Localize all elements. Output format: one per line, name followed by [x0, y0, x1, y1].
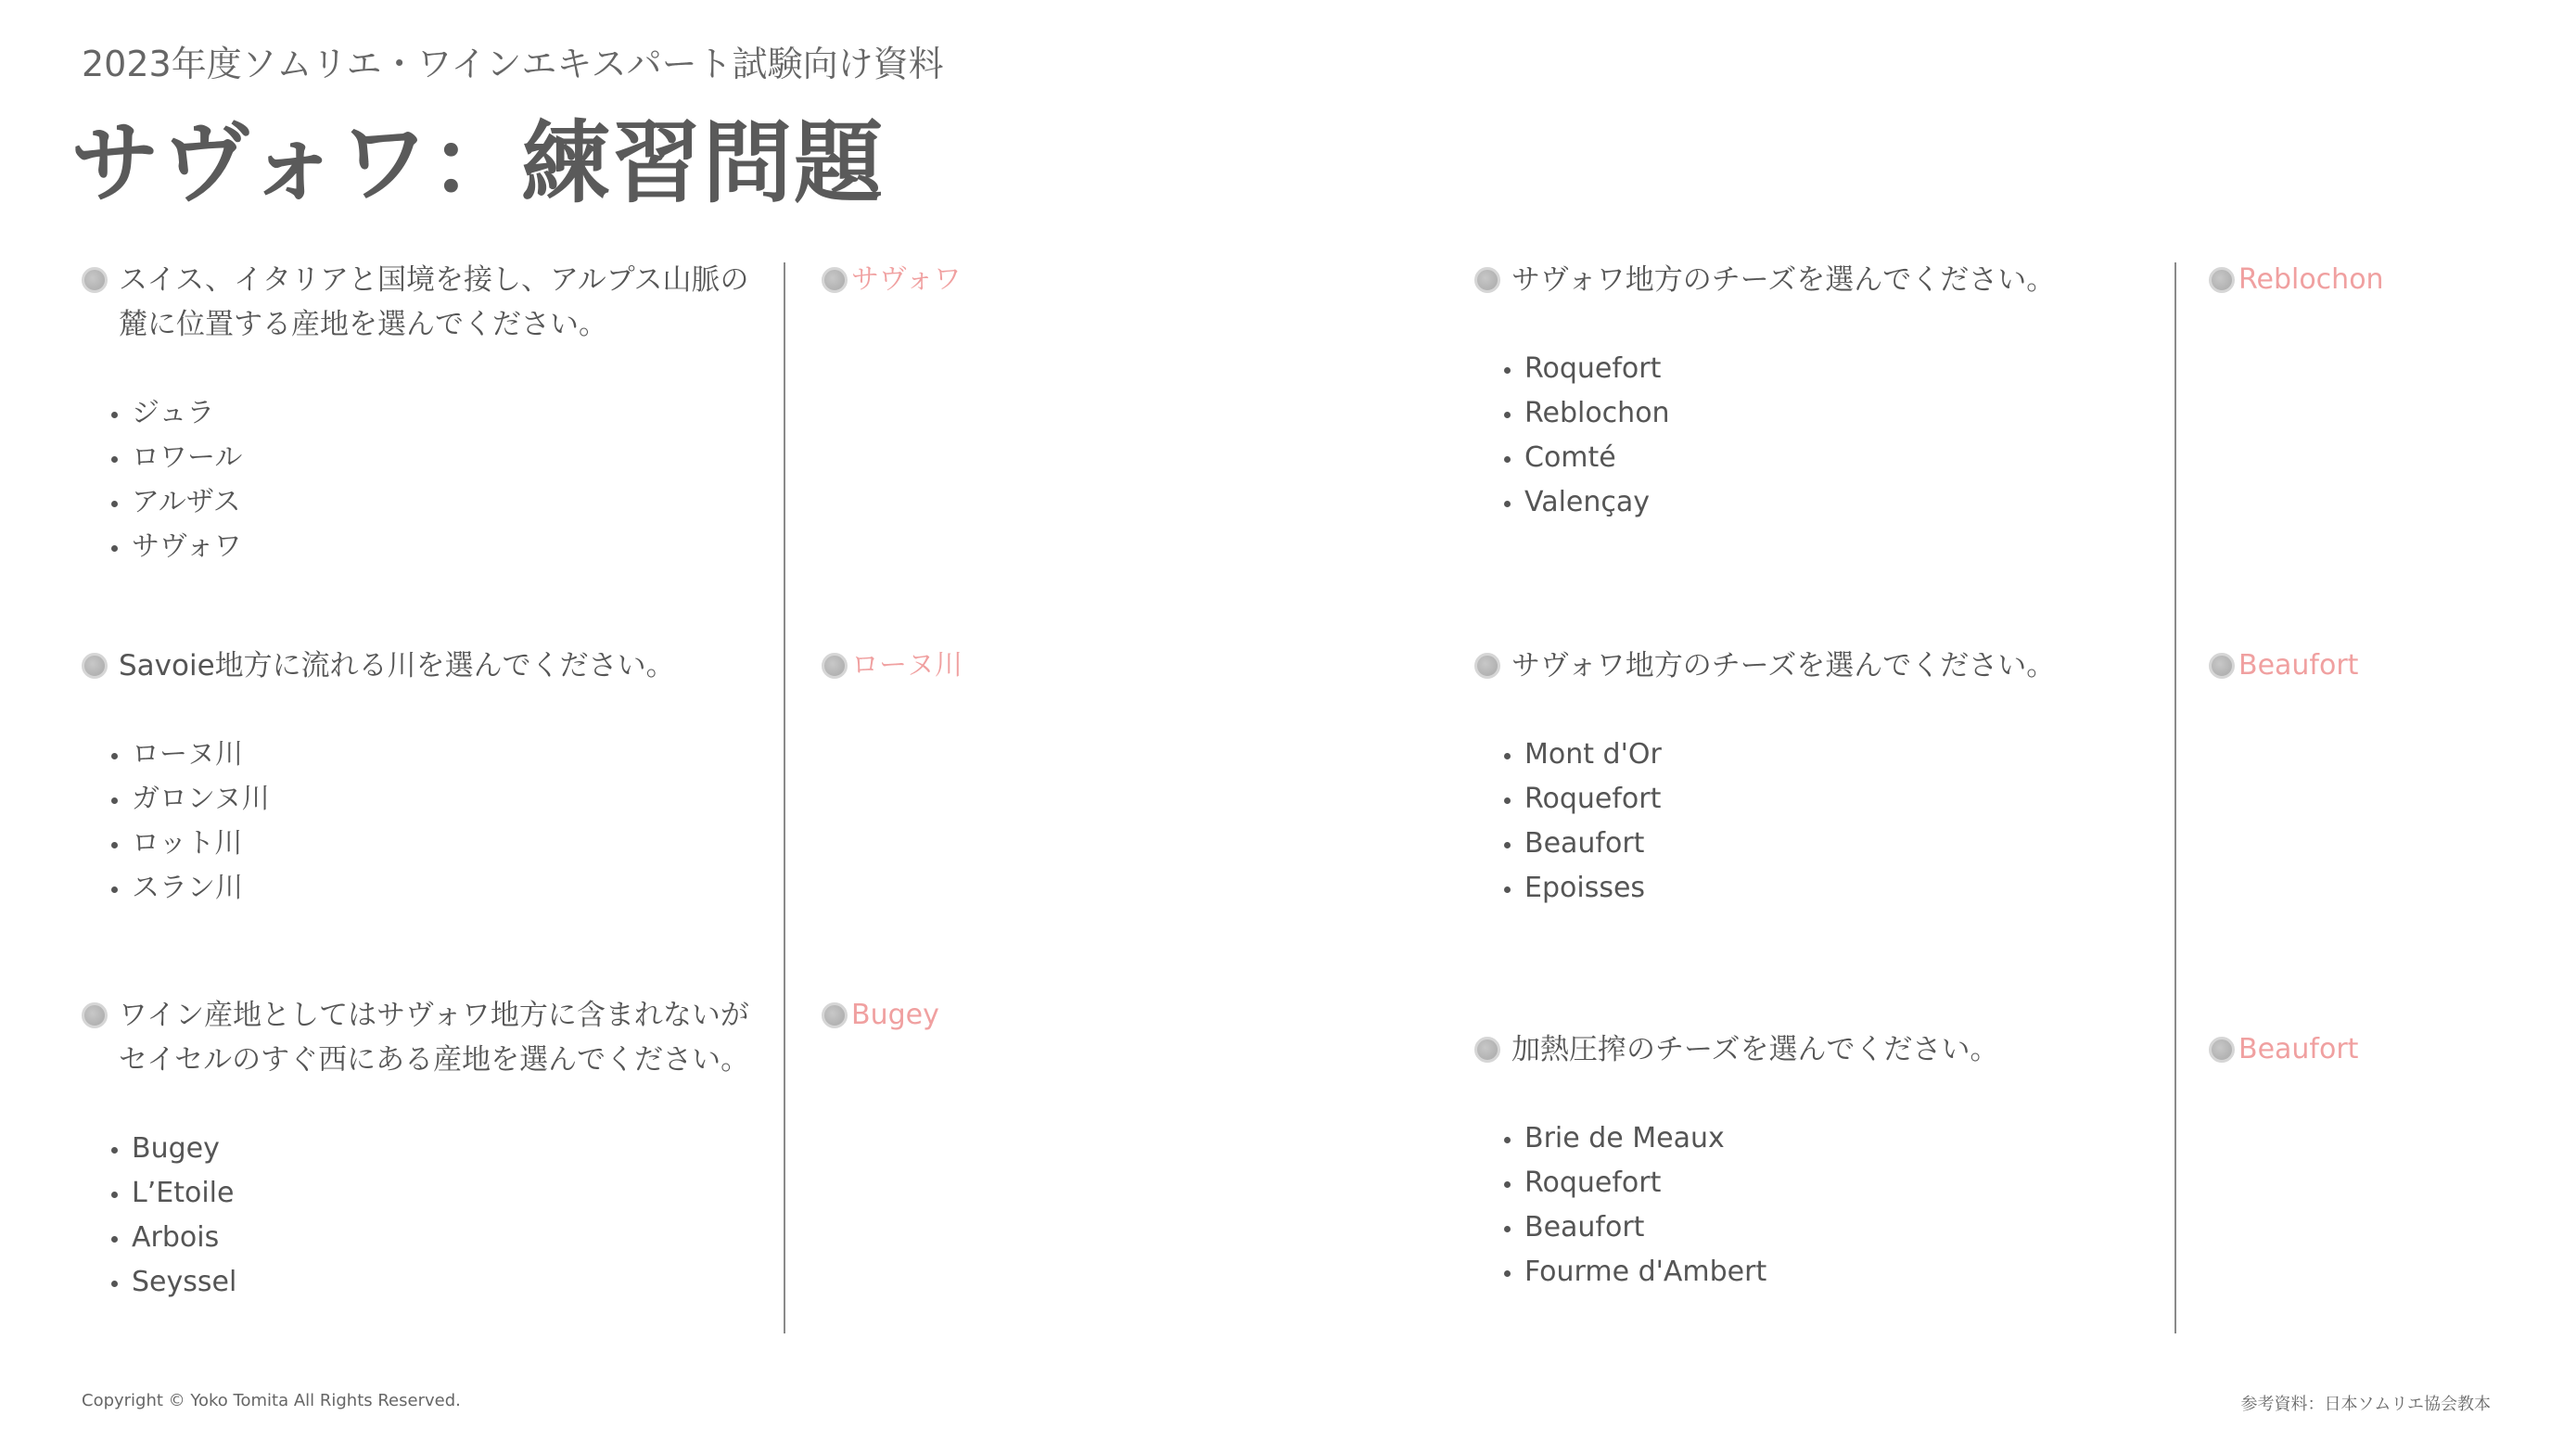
answer-bullet-icon: [2209, 653, 2235, 679]
question-label: サヴォワ地方のチーズを選んでください。: [1511, 263, 2056, 297]
options-list: [1474, 733, 2161, 911]
answer-bullet-icon: [822, 267, 848, 293]
answer-5: [2209, 644, 2358, 688]
option-item: Reblochon: [1504, 391, 2161, 436]
question-text: [1474, 644, 2161, 688]
question-bullet-icon: [82, 267, 108, 293]
option-item: Mont d'Or: [1504, 733, 2161, 777]
question-bullet-icon: [82, 1002, 108, 1028]
question-text: [1474, 258, 2161, 302]
question-text: [82, 644, 772, 688]
option-item: Valençay: [1504, 480, 2161, 525]
answer-label: Beaufort: [2238, 1033, 2359, 1065]
option-item: Roquefort: [1504, 1161, 2161, 1205]
option-item: スラン川: [111, 866, 772, 911]
option-item: Beaufort: [1504, 822, 2161, 866]
question-block-1: [82, 258, 772, 569]
option-item: Beaufort: [1504, 1205, 2161, 1250]
answer-bullet-icon: [822, 1002, 848, 1028]
question-bullet-icon: [1474, 653, 1500, 679]
question-label: スイス、イタリアと国境を接し、アルプス山脈の麓に位置する産地を選んでください。: [119, 263, 749, 341]
question-block-2: [82, 644, 772, 911]
answer-2: [822, 644, 963, 688]
options-list: [82, 1127, 772, 1305]
answer-6: [2209, 1027, 2358, 1072]
options-list: [82, 733, 772, 911]
answer-bullet-icon: [2209, 1037, 2235, 1063]
question-bullet-icon: [82, 653, 108, 679]
option-item: サヴォワ: [111, 525, 772, 569]
question-bullet-icon: [1474, 267, 1500, 293]
question-text: [1474, 1027, 2161, 1072]
options-list: [82, 391, 772, 569]
option-item: L’Etoile: [111, 1171, 772, 1216]
answer-label: Beaufort: [2238, 649, 2359, 682]
option-item: Roquefort: [1504, 347, 2161, 391]
option-item: Comté: [1504, 436, 2161, 480]
answer-3: [822, 993, 939, 1038]
question-block-3: [82, 993, 772, 1305]
option-item: ローヌ川: [111, 733, 772, 777]
question-bullet-icon: [1474, 1037, 1500, 1063]
divider-right: [2174, 262, 2176, 1333]
answer-bullet-icon: [822, 653, 848, 679]
options-list: [1474, 1116, 2161, 1294]
answer-1: [822, 258, 962, 302]
answer-label: ローヌ川: [851, 649, 963, 682]
question-block-5: [1474, 644, 2161, 911]
question-text: [82, 993, 772, 1082]
option-item: Brie de Meaux: [1504, 1116, 2161, 1161]
question-text: [82, 258, 772, 347]
option-item: Seyssel: [111, 1260, 772, 1305]
copyright-text: Copyright © Yoko Tomita All Rights Reserved.: [82, 1391, 461, 1410]
divider-left: [784, 262, 785, 1333]
question-label: サヴォワ地方のチーズを選んでください。: [1511, 649, 2056, 682]
page-subtitle: 2023年度ソムリエ・ワインエキスパート試験向け資料: [82, 44, 944, 84]
option-item: Epoisses: [1504, 866, 2161, 911]
question-label: Savoie地方に流れる川を選んでください。: [119, 649, 675, 682]
option-item: ガロンヌ川: [111, 777, 772, 822]
question-label: ワイン産地としてはサヴォワ地方に含まれないがセイセルのすぐ西にある産地を選んでください。: [119, 999, 750, 1077]
answer-4: [2209, 258, 2384, 302]
page-title: サヴォワ：練習問題: [70, 111, 886, 215]
option-item: ロワール: [111, 436, 772, 480]
option-item: Fourme d'Ambert: [1504, 1250, 2161, 1294]
options-list: [1474, 347, 2161, 525]
option-item: ジュラ: [111, 391, 772, 436]
option-item: ロット川: [111, 822, 772, 866]
option-item: Arbois: [111, 1216, 772, 1260]
option-item: アルザス: [111, 480, 772, 525]
answer-label: Bugey: [851, 999, 939, 1031]
question-block-6: [1474, 1027, 2161, 1294]
reference-text: 参考資料：日本ソムリエ協会教本: [2240, 1395, 2491, 1414]
answer-label: サヴォワ: [851, 263, 962, 296]
answer-label: Reblochon: [2238, 263, 2384, 296]
question-label: 加熱圧搾のチーズを選んでください。: [1511, 1033, 1999, 1066]
question-block-4: [1474, 258, 2161, 525]
answer-bullet-icon: [2209, 267, 2235, 293]
option-item: Bugey: [111, 1127, 772, 1171]
option-item: Roquefort: [1504, 777, 2161, 822]
